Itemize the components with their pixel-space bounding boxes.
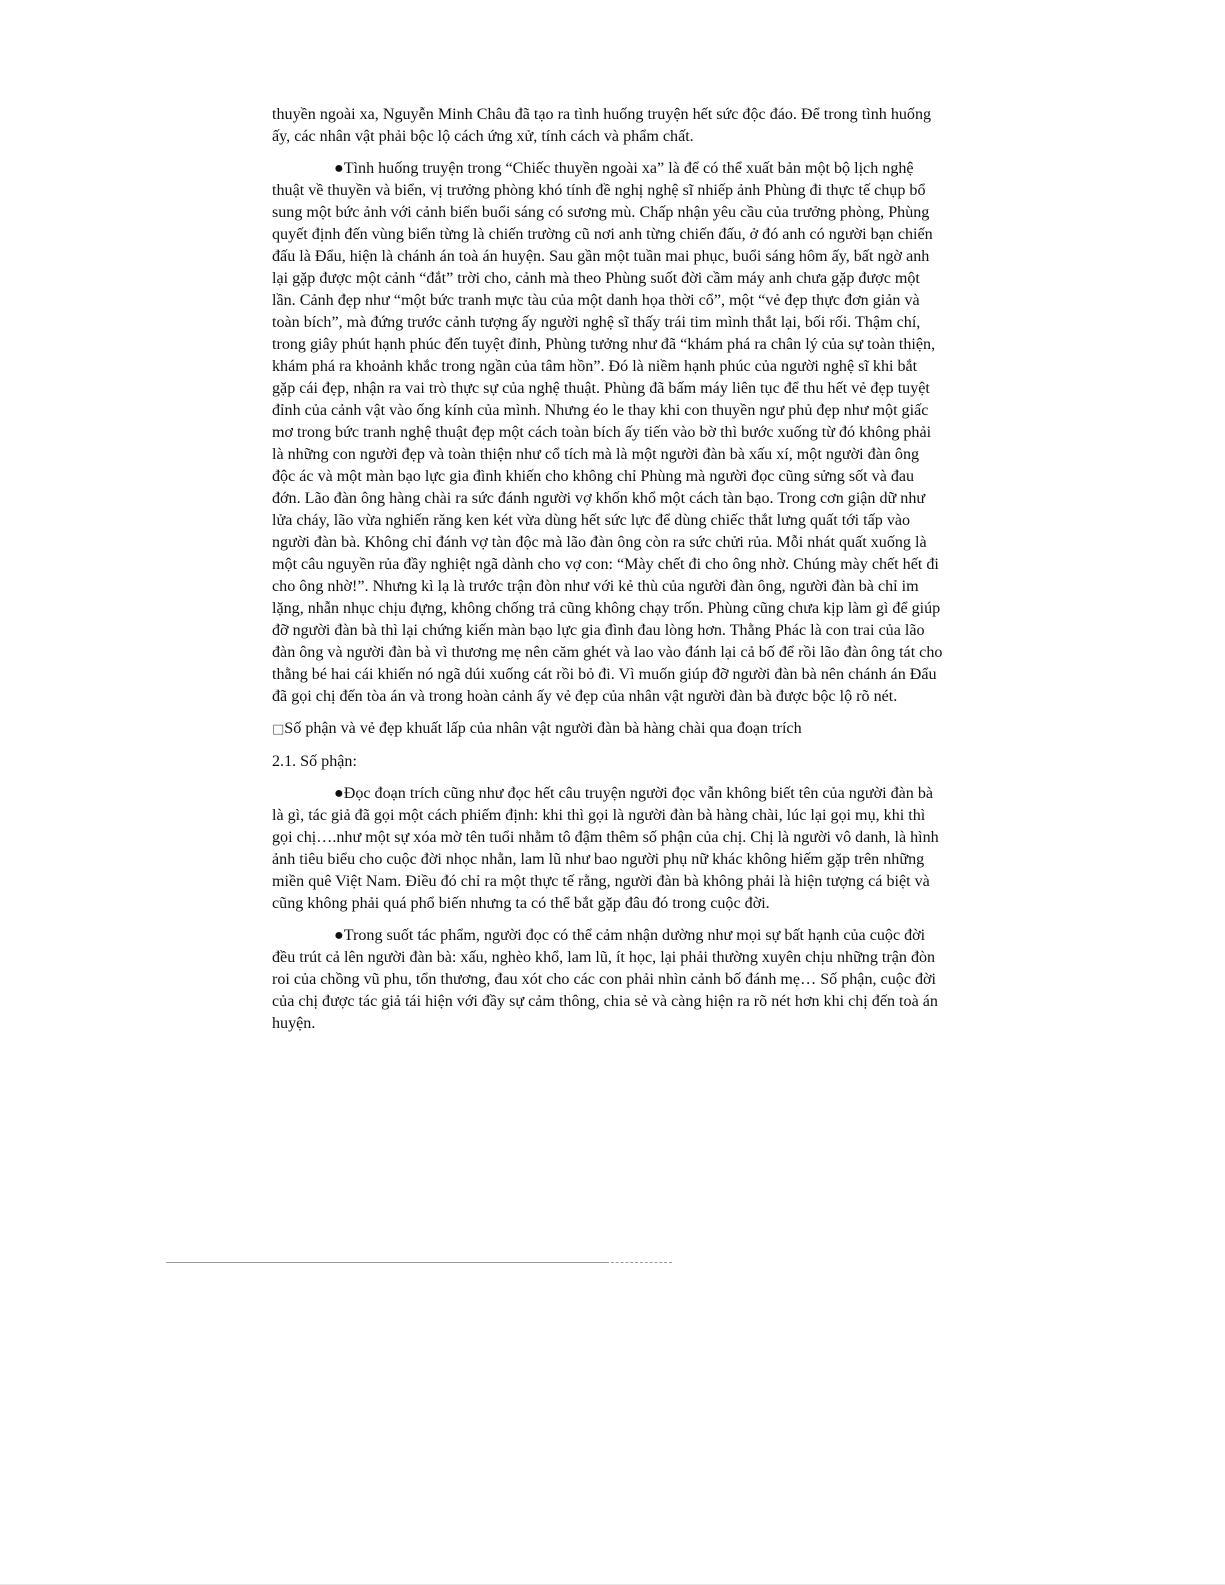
footnote-separator-dashes — [606, 1262, 672, 1263]
document-page — [272, 104, 944, 1045]
situation-paragraph: ●Tình huống truyện trong “Chiếc thuyền ngoài xa” là để có thể xuất bản một bộ lịch nghệ thuật về thuyền và biển, vị trưởng phòng khó tính đề nghị nghệ sĩ nhiếp ảnh Phùng đi thực tế chụp bổ sung một bức ảnh với cảnh biển buổi sáng có sương mù. Chấp nhận yêu cầu của trưởng phòng, Phùng quyết định đến vùng biển từng là chiến trường cũ nơi anh từng chiến đấu, ở đó anh có người bạn chiến đấu là Đẩu, hiện là chánh án toà án huyện. Sau gần một tuần mai phục, buổi sáng hôm ấy, bất ngờ anh lại gặp được một cảnh “đắt” trời cho, cảnh mà theo Phùng suốt đời cầm máy anh chưa gặp được một lần. Cảnh đẹp như “một bức tranh mực tàu của một danh họa thời cổ”, một “vẻ đẹp thực đơn giản và toàn bích”, mà đứng trước cảnh tượng ấy người nghệ sĩ thấy trái tim mình thắt lại, bối rối. Thậm chí, trong giây phút hạnh phúc đến tuyệt đỉnh, Phùng tưởng như đã “khám phá ra chân lý của sự toàn thiện, khám phá ra khoảnh khắc trong ngần của tâm hồn”. Đó là niềm hạnh phúc của người nghệ sĩ khi bắt gặp cái đẹp, nhận ra vai trò thực sự của nghệ thuật. Phùng đã bấm máy liên tục để thu hết vẻ đẹp tuyệt đỉnh của cảnh vật vào ống kính của mình. Nhưng éo le thay khi con thuyền ngư phủ đẹp như một giấc mơ trong bức tranh nghệ thuật đẹp một cách toàn bích ấy tiến vào bờ thì bước xuống từ đó không phải là những con người đẹp và toàn thiện như cổ tích mà là một người đàn bà xấu xí, một người đàn ông độc ác và một màn bạo lực gia đình khiến cho không chỉ Phùng mà người đọc cũng sửng sốt và đau đớn. Lão đàn ông hàng chài ra sức đánh người vợ khốn khổ một cách tàn bạo. Trong cơn giận dữ như lửa cháy, lão vừa nghiến răng ken két vừa dùng hết sức lực để dùng chiếc thắt lưng quất tới tấp vào người đàn bà. Không chỉ đánh vợ tàn độc mà lão đàn ông còn ra sức chửi rủa. Mỗi nhát quất xuống là một câu nguyền rủa đầy nghiệt ngã dành cho vợ con: “Mày chết đi cho ông nhờ. Chúng mày chết hết đi cho ông nhờ!”. Nhưng kì lạ là trước trận đòn như với kẻ thù của người đàn ông, người đàn bà chỉ im lặng, nhẫn nhục chịu đựng, không chống trả cũng không chạy trốn. Phùng cũng chưa kịp làm gì để giúp đỡ người đàn bà thì lại chứng kiến màn bạo lực gia đình đau lòng hơn. Thằng Phác là con trai của lão đàn ông và người đàn bà vì thương mẹ nên căm ghét và lao vào đánh lại cả bố để rồi lão đàn ông tát cho thằng bé hai cái khiến nó ngã dúi xuống cát rồi bỏ đi. Vì muốn giúp đỡ người đàn bà nên chánh án Đẩu đã gọi chị đến tòa án và trong hoàn cảnh ấy vẻ đẹp của nhân vật người đàn bà được bộc lộ rõ nét. — [272, 160, 943, 705]
fate-paragraph-2: ●Trong suốt tác phẩm, người đọc có thể cảm nhận dường như mọi sự bất hạnh của cuộc đời đều trút cả lên người đàn bà: xấu, nghèo khổ, lam lũ, ít học, lại phải thường xuyên chịu những trận đòn roi của chồng vũ phu, tổn thương, đau xót cho các con phải nhìn cảnh bố đánh mẹ… Số phận, cuộc đời của chị được tác giả tái hiện với đầy sự cảm thông, chia sẻ và càng hiện ra rõ nét hơn khi chị đến toà án huyện. — [272, 927, 938, 1032]
checkbox-bullet-icon: □ — [272, 722, 285, 737]
footnote-separator-line — [166, 1262, 606, 1263]
section-heading — [272, 718, 944, 741]
intro-paragraph: thuyền ngoài xa, Nguyễn Minh Châu đã tạo ra tình huống truyện hết sức độc đáo. Để trong tình huống ấy, các nhân vật phải bộc lộ cách ứng xử, tính cách và phẩm chất. — [272, 106, 932, 145]
fate-paragraph-1: ●Đọc đoạn trích cũng như đọc hết câu truyện người đọc vẫn không biết tên của người đàn bà là gì, tác giả đã gọi một cách phiếm định: khi thì gọi là người đàn bà hàng chài, lúc lại gọi mụ, khi thì gọi chị….như một sự xóa mờ tên tuổi nhằm tô đậm thêm số phận của chị. Chị là người vô danh, là hình ảnh tiêu biểu cho cuộc đời nhọc nhằn, lam lũ như bao người phụ nữ khác không hiếm gặp trên những miền quê Việt Nam. Điều đó chỉ ra một thực tế rằng, người đàn bà không phải là hiện tượng cá biệt và cũng không phải quá phổ biến nhưng ta có thể bắt gặp đâu đó trong cuộc đời. — [272, 785, 939, 912]
subsection-heading: 2.1. Số phận: — [272, 753, 357, 770]
section-title: Số phận và vẻ đẹp khuất lấp của nhân vật người đàn bà hàng chài qua đoạn trích — [284, 720, 802, 737]
